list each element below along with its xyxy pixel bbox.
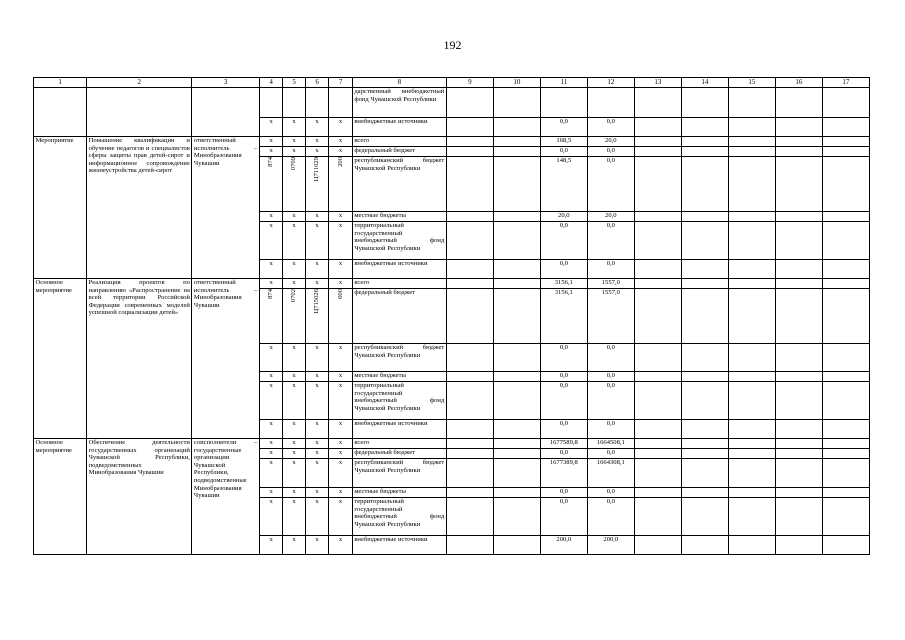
value-cell: 0,0 (587, 157, 634, 212)
table-row: x x x x республиканский бюджет Чувашской Республики 1677389,8 1664308,1 (34, 459, 870, 488)
kbk-code: 874 (267, 157, 275, 167)
table-row (34, 88, 870, 118)
value-cell: 0,0 (540, 222, 587, 260)
col-header: 14 (681, 78, 728, 88)
value-cell: 1677389,8 (540, 459, 587, 488)
col-header: 6 (305, 78, 329, 88)
source-label: всего (352, 279, 446, 289)
value-cell: 0,0 (540, 488, 587, 498)
col-header: 12 (587, 78, 634, 88)
kbk-code: 874 (267, 289, 275, 299)
col-header: 8 (352, 78, 446, 88)
budget-table (33, 77, 870, 555)
source-label: местные бюджеты (352, 212, 446, 222)
measure-type: Основное мероприятие (34, 279, 87, 439)
value-cell: 1677589,8 (540, 439, 587, 449)
source-label: территориальный государственный внебюджетный фонд Чувашской Республики (352, 498, 446, 536)
table-row: Мероприятие Повышение квалификации и обучение педагогов и специалистов сферы защиты прав детей-сирот и информационное сопровождение жизнеустройства детей-сирот ответственный исполнитель – Минобразования Чувашии x x x x всего 168,5 20,0 (34, 137, 870, 147)
col-header: 9 (446, 78, 493, 88)
kbk-code: Ц715026 (313, 289, 321, 314)
source-label: всего (352, 137, 446, 147)
value-cell: 3156,1 (540, 279, 587, 289)
value-cell: 0,0 (540, 449, 587, 459)
value-cell: 0,0 (587, 222, 634, 260)
source-label: федеральный бюджет (352, 147, 446, 157)
value-cell: 148,5 (540, 157, 587, 212)
kbk-code: 0709 (290, 157, 298, 171)
col-header: 7 (329, 78, 353, 88)
col-header: 11 (540, 78, 587, 88)
responsible: ответственный исполнитель – Минобразования Чувашии (192, 279, 259, 439)
table-row: x x x x федеральный бюджет 0,0 0,0 (34, 147, 870, 157)
page-number: 192 (443, 38, 462, 52)
table-row: x x x x территориальный государственный внебюджетный фонд Чувашской Республики 0,0 0,0 (34, 498, 870, 536)
value-cell: 0,0 (540, 420, 587, 439)
source-label: территориальный государственный внебюджетный фонд Чувашской Республики (352, 382, 446, 420)
source-label: внебюджетные источники (352, 420, 446, 439)
value-cell: 0,0 (540, 260, 587, 279)
col-header: 17 (822, 78, 869, 88)
value-cell: 1557,0 (587, 279, 634, 289)
measure-name: Реализация проектов по направлению «Распространение на всей территории Российской Федерации современных моделей успешной социализации детей» (87, 279, 192, 439)
value-cell: 1557,0 (587, 289, 634, 344)
measure-name: Повышение квалификации и обучение педагогов и специалистов сферы защиты прав детей-сирот и информационное сопровождение жизнеустройства детей-сирот (87, 137, 192, 279)
value-cell: 0,0 (540, 382, 587, 420)
header-row (34, 78, 870, 88)
table-row: x x x x внебюджетные источники 0,0 0,0 (34, 420, 870, 439)
value-cell: 0,0 (587, 344, 634, 372)
table-row: x x x x территориальный государственный внебюджетный фонд Чувашской Республики 0,0 0,0 (34, 382, 870, 420)
table-row: x x x x внебюджетные источники 0,0 0,0 (34, 118, 870, 137)
value-cell: 0,0 (587, 420, 634, 439)
value-cell: 20,0 (587, 137, 634, 147)
table-row: x x x x внебюджетные источники 200,0 200,0 (34, 536, 870, 555)
col-header: 16 (775, 78, 822, 88)
kbk-code: 600 (336, 289, 344, 299)
table-row: x x x x местные бюджеты 0,0 0,0 (34, 488, 870, 498)
responsible: ответственный исполнитель – Минобразования Чувашии (192, 137, 259, 279)
source-label: местные бюджеты (352, 372, 446, 382)
measure-type: Основное мероприятие (34, 439, 87, 555)
table-row: x x x x местные бюджеты 0,0 0,0 (34, 372, 870, 382)
source-label: республиканский бюджет Чувашской Республики (352, 157, 446, 212)
value-cell: 0,0 (540, 344, 587, 372)
value-cell: 0,0 (587, 372, 634, 382)
col-header: 10 (493, 78, 540, 88)
value-cell: 0,0 (587, 118, 634, 137)
value-cell: 0,0 (587, 449, 634, 459)
value-cell: 0,0 (587, 498, 634, 536)
kbk-code: 200 (336, 157, 344, 167)
value-cell: 20,0 (587, 212, 634, 222)
col-header: 3 (192, 78, 259, 88)
value-cell: 0,0 (587, 488, 634, 498)
source-label: дарственный внебюджетный фонд Чувашской Республики (352, 88, 446, 118)
value-cell: 0,0 (540, 498, 587, 536)
value-cell: 3156,1 (540, 289, 587, 344)
table-row: x x x x внебюджетные источники 0,0 0,0 (34, 260, 870, 279)
col-header: 13 (634, 78, 681, 88)
source-label: республиканский бюджет Чувашской Республики (352, 459, 446, 488)
source-label: местные бюджеты (352, 488, 446, 498)
value-cell: 0,0 (587, 260, 634, 279)
measure-type: Мероприятие (34, 137, 87, 279)
col-header: 1 (34, 78, 87, 88)
col-header: 5 (283, 78, 305, 88)
table-row: Основное мероприятие Обеспечение деятельности государственных организаций Чувашской Республики, подведомственных Минобразования Чувашии соисполнители – государственные организации Чувашской Республики, подведомственные Минобразования Чувашии x x x x всего 1677589,8 1664508,1 (34, 439, 870, 449)
value-cell: 0,0 (587, 382, 634, 420)
source-label: республиканский бюджет Чувашской Республики (352, 344, 446, 372)
table-row: x x x x местные бюджеты 20,0 20,0 (34, 212, 870, 222)
table-row: x x x x территориальный государственный внебюджетный фонд Чувашской Республики 0,0 0,0 (34, 222, 870, 260)
table-row: Основное мероприятие Реализация проектов по направлению «Распространение на всей территории Российской Федерации современных моделей успешной социализации детей» ответственный исполнитель – Минобразования Чувашии x x x x всего 3156,1 1557,0 (34, 279, 870, 289)
source-label: территориальный государственный внебюджетный фонд Чувашской Республики (352, 222, 446, 260)
kbk-code: 0702 (290, 289, 298, 303)
source-label: внебюджетные источники (352, 536, 446, 555)
col-header: 15 (728, 78, 775, 88)
responsible: соисполнители – государственные организации Чувашской Республики, подведомственные Минобразования Чувашии (192, 439, 259, 555)
source-label: внебюджетные источники (352, 260, 446, 279)
source-label: федеральный бюджет (352, 289, 446, 344)
table-row: x x x x федеральный бюджет 0,0 0,0 (34, 449, 870, 459)
source-label: всего (352, 439, 446, 449)
table-row: x x x x республиканский бюджет Чувашской Республики 0,0 0,0 (34, 344, 870, 372)
value-cell: 1664508,1 (587, 439, 634, 449)
value-cell: 20,0 (540, 212, 587, 222)
value-cell: 0,0 (540, 372, 587, 382)
value-cell: 168,5 (540, 137, 587, 147)
col-header: 2 (87, 78, 192, 88)
value-cell: 0,0 (540, 147, 587, 157)
source-label: федеральный бюджет (352, 449, 446, 459)
value-cell: 200,0 (587, 536, 634, 555)
col-header: 4 (259, 78, 283, 88)
kbk-code: Ц711029 (313, 157, 321, 182)
value-cell: 200,0 (540, 536, 587, 555)
value-cell: 1664308,1 (587, 459, 634, 488)
source-label: внебюджетные источники (352, 118, 446, 137)
value-cell: 0,0 (540, 118, 587, 137)
measure-name: Обеспечение деятельности государственных организаций Чувашской Республики, подведомственных Минобразования Чувашии (87, 439, 192, 555)
value-cell: 0,0 (587, 147, 634, 157)
